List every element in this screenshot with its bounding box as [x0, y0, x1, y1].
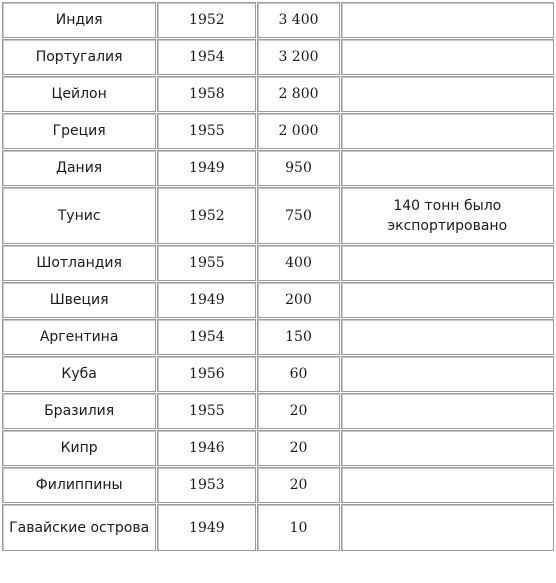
table-body	[2, 2, 554, 551]
table-row	[2, 113, 554, 149]
table-row	[2, 76, 554, 112]
country-cell: Дания	[2, 150, 156, 186]
country-cell: Греция	[2, 113, 156, 149]
note-cell	[341, 282, 554, 318]
table-row	[2, 150, 554, 186]
note-cell	[341, 245, 554, 281]
year-cell: 1949	[157, 504, 256, 551]
country-cell: Шотландия	[2, 245, 156, 281]
amount-cell: 20	[257, 467, 339, 503]
amount-cell: 10	[257, 504, 339, 551]
amount-cell: 2 800	[257, 76, 339, 112]
country-cell: Бразилия	[2, 393, 156, 429]
amount-cell: 3 200	[257, 39, 339, 75]
table-row	[2, 504, 554, 551]
note-cell	[341, 504, 554, 551]
country-cell: Тунис	[2, 187, 156, 244]
year-cell: 1953	[157, 467, 256, 503]
note-cell	[341, 467, 554, 503]
amount-cell: 60	[257, 356, 339, 392]
table-row	[2, 245, 554, 281]
year-cell: 1956	[157, 356, 256, 392]
table-row	[2, 430, 554, 466]
country-cell: Куба	[2, 356, 156, 392]
amount-cell: 150	[257, 319, 339, 355]
country-cell: Швеция	[2, 282, 156, 318]
country-cell: Кипр	[2, 430, 156, 466]
amount-cell: 2 000	[257, 113, 339, 149]
year-cell: 1954	[157, 319, 256, 355]
note-cell: 140 тонн было экспортировано	[341, 187, 554, 244]
table-row	[2, 2, 554, 38]
year-cell: 1955	[157, 393, 256, 429]
amount-cell: 3 400	[257, 2, 339, 38]
table-row	[2, 393, 554, 429]
year-cell: 1949	[157, 282, 256, 318]
note-cell	[341, 76, 554, 112]
year-cell: 1958	[157, 76, 256, 112]
country-cell: Цейлон	[2, 76, 156, 112]
amount-cell: 950	[257, 150, 339, 186]
note-cell	[341, 319, 554, 355]
table-row	[2, 187, 554, 244]
note-cell	[341, 150, 554, 186]
year-cell: 1949	[157, 150, 256, 186]
year-cell: 1952	[157, 187, 256, 244]
country-cell: Филиппины	[2, 467, 156, 503]
data-table	[1, 1, 555, 552]
year-cell: 1954	[157, 39, 256, 75]
year-cell: 1952	[157, 2, 256, 38]
note-cell	[341, 113, 554, 149]
country-cell: Индия	[2, 2, 156, 38]
note-cell	[341, 393, 554, 429]
amount-cell: 20	[257, 430, 339, 466]
year-cell: 1946	[157, 430, 256, 466]
country-cell: Гавайские острова	[2, 504, 156, 551]
table-row	[2, 39, 554, 75]
amount-cell: 400	[257, 245, 339, 281]
year-cell: 1955	[157, 245, 256, 281]
table-row	[2, 467, 554, 503]
country-cell: Аргентина	[2, 319, 156, 355]
table-row	[2, 282, 554, 318]
note-cell	[341, 2, 554, 38]
table-row	[2, 319, 554, 355]
country-cell: Португалия	[2, 39, 156, 75]
note-cell	[341, 356, 554, 392]
note-cell	[341, 430, 554, 466]
amount-cell: 20	[257, 393, 339, 429]
note-cell	[341, 39, 554, 75]
amount-cell: 750	[257, 187, 339, 244]
year-cell: 1955	[157, 113, 256, 149]
table-row	[2, 356, 554, 392]
amount-cell: 200	[257, 282, 339, 318]
